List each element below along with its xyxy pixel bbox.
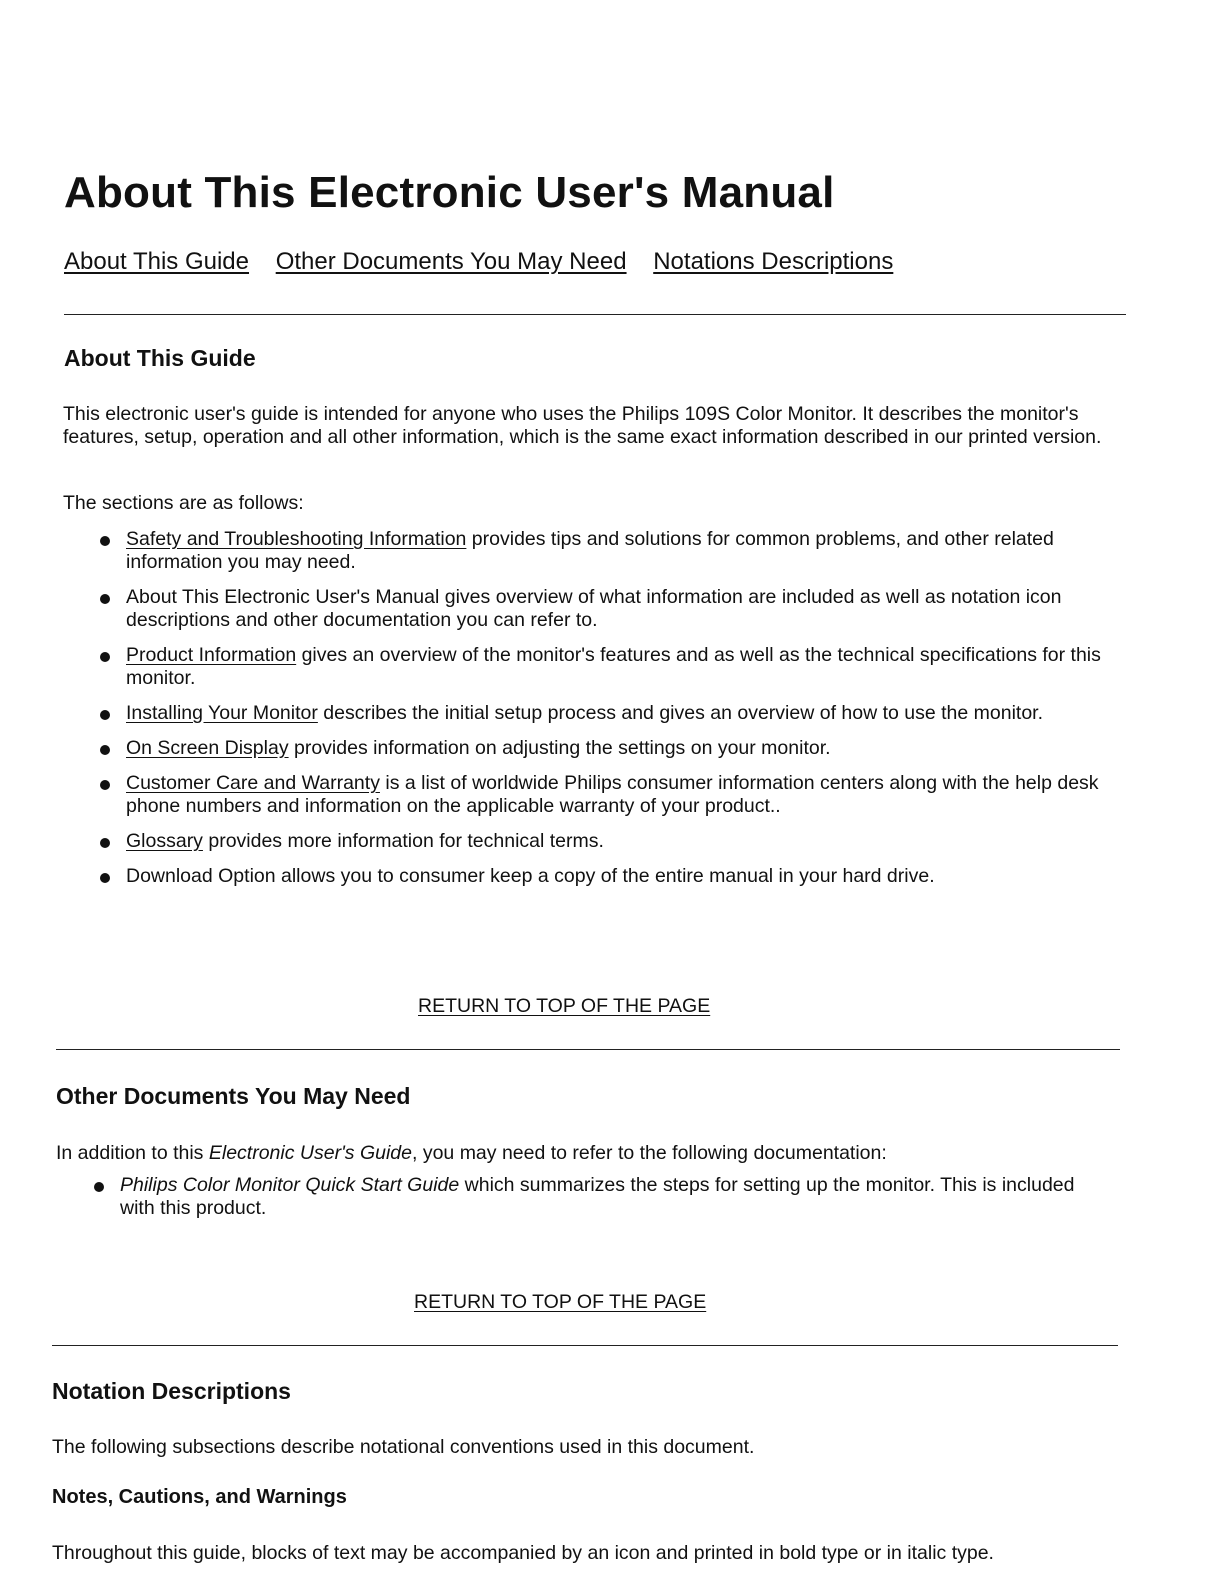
subheading-notes-cautions-warnings: Notes, Cautions, and Warnings xyxy=(52,1486,347,1508)
list-item-text: which summarizes the steps for setting up the monitor. This is included with this product. xyxy=(120,1174,1075,1219)
list-item xyxy=(100,586,1110,632)
bullet-icon xyxy=(100,710,110,720)
nav-link-notations[interactable]: Notations Descriptions xyxy=(653,248,894,275)
nav-link-about-guide[interactable]: About This Guide xyxy=(64,248,250,275)
return-to-top-link[interactable]: RETURN TO TOP OF THE PAGE xyxy=(414,1291,707,1313)
divider xyxy=(52,1345,1118,1346)
about-guide-intro: This electronic user's guide is intended for anyone who uses the Philips 109S Color Monitor. It describes the monitor's features, setup, operation and all other information, which is the same exact information described in our printed version. xyxy=(63,403,1102,448)
bullet-icon xyxy=(100,745,110,755)
sections-intro: The sections are as follows: xyxy=(63,492,304,514)
list-item xyxy=(100,865,1110,888)
list-item xyxy=(100,772,1110,818)
link-installing-monitor[interactable]: Installing Your Monitor xyxy=(126,702,318,724)
section-heading-notation: Notation Descriptions xyxy=(52,1378,291,1404)
list-item-text: provides tips and solutions for common problems, and other related information you may need. xyxy=(126,528,1054,573)
list-item-text: Download Option allows you to consumer keep a copy of the entire manual in your hard drive. xyxy=(126,865,935,887)
list-item-text: provides information on adjusting the settings on your monitor. xyxy=(288,737,831,759)
bullet-icon xyxy=(94,1182,104,1192)
other-docs-list xyxy=(94,1174,1114,1232)
quick-start-guide-title: Philips Color Monitor Quick Start Guide xyxy=(120,1174,460,1196)
link-product-information[interactable]: Product Information xyxy=(126,644,297,666)
notation-intro: The following subsections describe notational conventions used in this document. xyxy=(52,1436,755,1458)
bullet-icon xyxy=(100,780,110,790)
list-item xyxy=(100,528,1110,574)
other-docs-intro xyxy=(56,1142,1116,1165)
nav-link-other-documents[interactable]: Other Documents You May Need xyxy=(275,248,627,275)
list-item-text: describes the initial setup process and gives an overview of how to use the monitor. xyxy=(317,702,1044,724)
link-safety-troubleshooting[interactable]: Safety and Troubleshooting Information xyxy=(126,528,467,550)
list-item xyxy=(100,737,1110,760)
divider xyxy=(56,1049,1120,1050)
bullet-icon xyxy=(100,594,110,604)
bullet-icon xyxy=(100,838,110,848)
list-item xyxy=(100,830,1110,853)
text-run: In addition to this xyxy=(56,1142,209,1164)
list-item xyxy=(100,644,1110,690)
notation-body: Throughout this guide, blocks of text may be accompanied by an icon and printed in bold type or in italic type. xyxy=(52,1542,994,1564)
divider xyxy=(64,314,1126,315)
section-heading-other-documents: Other Documents You May Need xyxy=(56,1083,411,1109)
list-item xyxy=(94,1174,1114,1220)
guide-title-italic: Electronic User's Guide xyxy=(208,1142,412,1164)
list-item-text: is a list of worldwide Philips consumer information centers along with the help desk phone numbers and information on the applicable warranty of your product.. xyxy=(126,772,1099,817)
sections-list xyxy=(100,528,1110,900)
link-customer-care-warranty[interactable]: Customer Care and Warranty xyxy=(126,772,380,794)
page-title: About This Electronic User's Manual xyxy=(64,168,835,217)
list-item-text: provides more information for technical terms. xyxy=(202,830,604,852)
list-item-text: About This Electronic User's Manual gives overview of what information are included as well as notation icon descriptions and other documentation you can refer to. xyxy=(126,586,1062,631)
bullet-icon xyxy=(100,873,110,883)
bullet-icon xyxy=(100,536,110,546)
text-run: , you may need to refer to the following documentation: xyxy=(412,1142,887,1164)
link-glossary[interactable]: Glossary xyxy=(126,830,203,852)
section-heading-about-guide: About This Guide xyxy=(64,345,256,371)
bullet-icon xyxy=(100,652,110,662)
link-on-screen-display[interactable]: On Screen Display xyxy=(126,737,289,759)
top-nav xyxy=(64,248,913,276)
list-item-text: gives an overview of the monitor's features and as well as the technical specifications for this monitor. xyxy=(126,644,1101,689)
list-item xyxy=(100,702,1110,725)
return-to-top-link[interactable]: RETURN TO TOP OF THE PAGE xyxy=(418,995,711,1017)
